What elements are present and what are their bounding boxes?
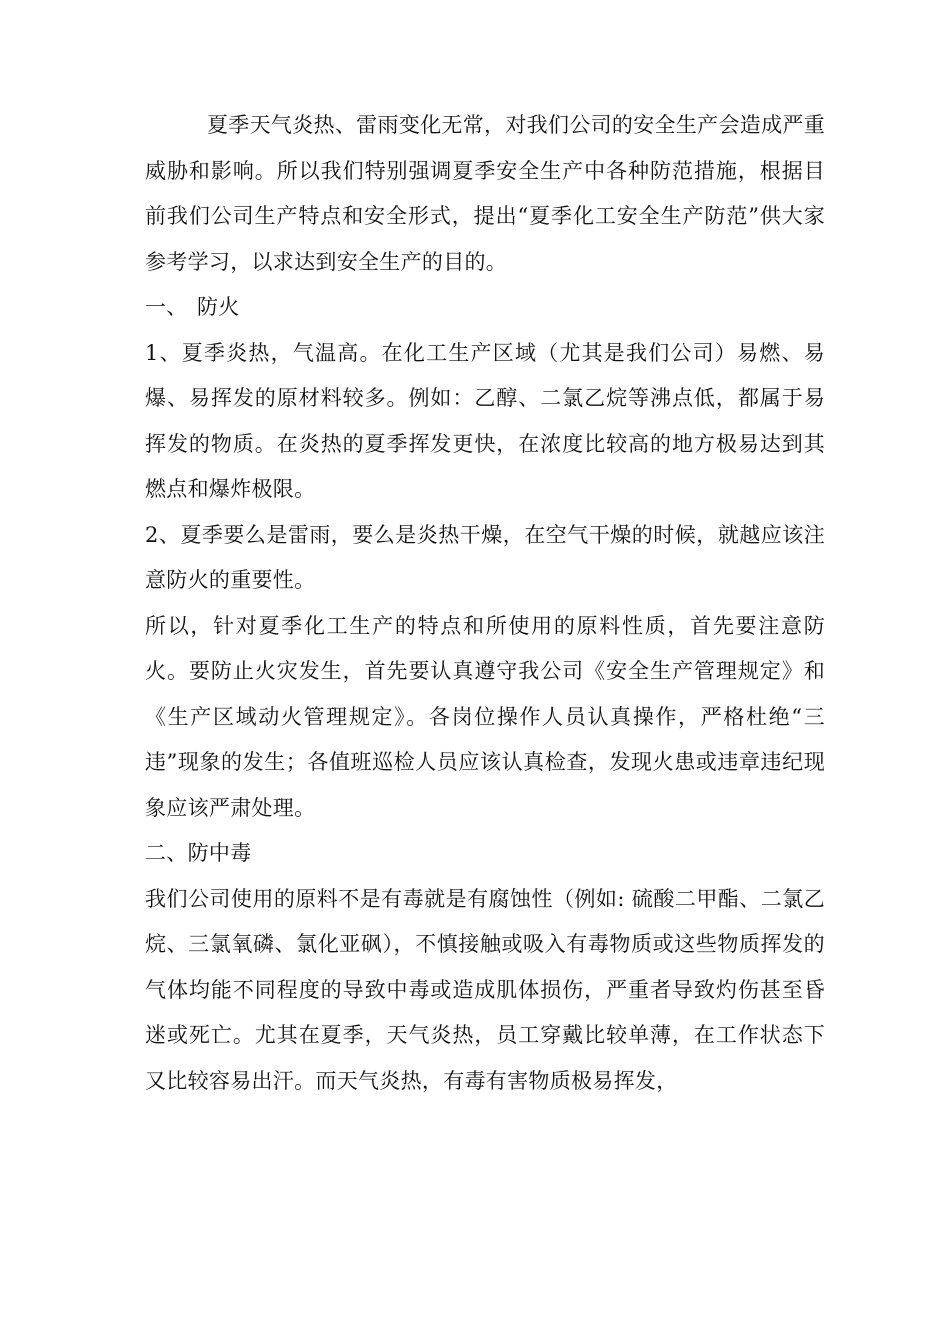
section-number: 一、: [145, 295, 188, 319]
intro-paragraph: 夏季天气炎热、雷雨变化无常，对我们公司的安全生产会造成严重威胁和影响。所以我们特别强调夏季安全生产中各种防范措施，根据目前我们公司生产特点和安全形式，提出“夏季化工安全生产防范”供大家参考学习，以求达到安全生产的目的。: [145, 113, 825, 274]
fire-item-2: 2、夏季要么是雷雨，要么是炎热干燥，在空气干燥的时候，就越应该注意防火的重要性。: [145, 522, 825, 592]
document-body: [145, 103, 825, 1104]
fire-summary-paragraph: 所以，针对夏季化工生产的特点和所使用的原料性质，首先要注意防火。要防止火灾发生，首先要认真遵守我公司《安全生产管理规定》和《生产区域动火管理规定》。各岗位操作人员认真操作，严格杜绝“三违”现象的发生；各值班巡检人员应该认真检查，发现火患或违章违纪现象应该严肃处理。: [145, 613, 825, 820]
section-heading-poison-prevention: 二、防中毒: [145, 841, 252, 865]
fire-item-1: 1、夏季炎热，气温高。在化工生产区域（尤其是我们公司）易燃、易爆、易挥发的原材料较多。例如：乙醇、二氯乙烷等沸点低，都属于易挥发的物质。在炎热的夏季挥发更快，在浓度比较高的地方极易达到其燃点和爆炸极限。: [145, 340, 825, 501]
section-heading-fire-prevention: [145, 285, 825, 331]
poison-paragraph: 我们公司使用的原料不是有毒就是有腐蚀性（例如: 硫酸二甲酯、二氯乙烷、三氯氧磷、氯化亚砜），不慎接触或吸入有毒物质或这些物质挥发的气体均能不同程度的导致中毒或造成肌体损伤，严重者导致灼伤甚至昏迷或死亡。尤其在夏季，天气炎热，员工穿戴比较单薄，在工作状态下又比较容易出汗。而天气炎热，有毒有害物质极易挥发，: [145, 886, 825, 1093]
section-title: 防火: [197, 295, 240, 319]
